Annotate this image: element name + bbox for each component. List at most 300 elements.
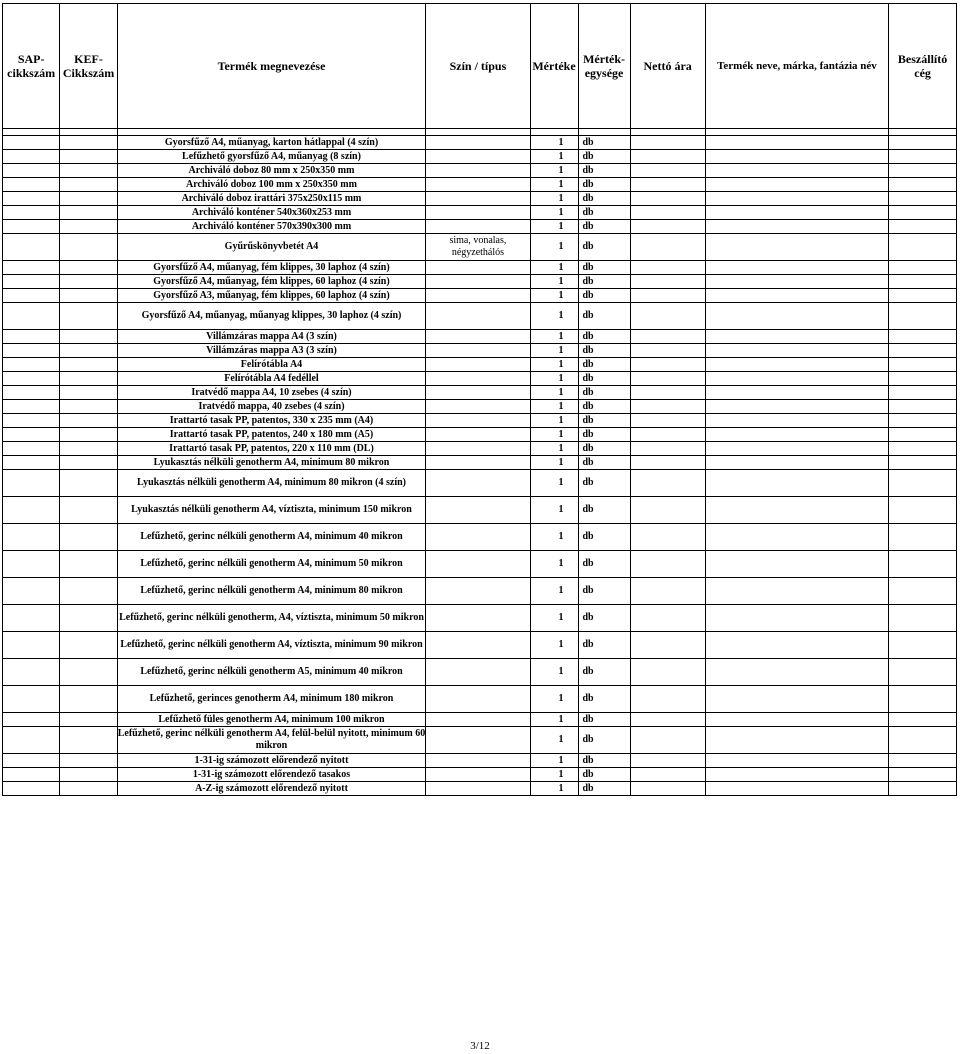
supplier-cell	[889, 456, 957, 470]
unit-cell: db	[578, 372, 630, 386]
brand-cell	[705, 524, 889, 551]
unit-cell: db	[578, 330, 630, 344]
net-price-cell	[630, 768, 705, 782]
table-row	[3, 344, 957, 358]
sap-cell	[3, 330, 60, 344]
sap-cell	[3, 713, 60, 727]
sap-cell	[3, 275, 60, 289]
color-cell	[426, 659, 530, 686]
kef-cell	[60, 727, 117, 754]
product-name-cell: Irattartó tasak PP, patentos, 330 x 235 mm (A4)	[117, 414, 426, 428]
table-row	[3, 386, 957, 400]
net-price-cell	[630, 414, 705, 428]
amount-cell: 1	[530, 497, 578, 524]
amount-cell: 1	[530, 275, 578, 289]
product-name-cell: Lefűzhető, gerinc nélküli genotherm, A4, víztiszta, minimum 50 mikron	[117, 605, 426, 632]
color-cell	[426, 386, 530, 400]
supplier-cell	[889, 727, 957, 754]
product-name-cell: Villámzáras mappa A3 (3 szín)	[117, 344, 426, 358]
unit-cell: db	[578, 150, 630, 164]
supplier-cell	[889, 234, 957, 261]
sap-cell	[3, 605, 60, 632]
unit-cell: db	[578, 686, 630, 713]
table-row	[3, 289, 957, 303]
product-name-cell: 1-31-ig számozott előrendező tasakos	[117, 768, 426, 782]
brand-cell	[705, 470, 889, 497]
sap-cell	[3, 456, 60, 470]
kef-cell	[60, 470, 117, 497]
brand-cell	[705, 289, 889, 303]
unit-cell: db	[578, 524, 630, 551]
product-name-cell: Iratvédő mappa, 40 zsebes (4 szín)	[117, 400, 426, 414]
amount-cell: 1	[530, 164, 578, 178]
brand-cell	[705, 659, 889, 686]
kef-cell	[60, 178, 117, 192]
unit-cell: db	[578, 768, 630, 782]
net-price-cell	[630, 754, 705, 768]
unit-cell: db	[578, 659, 630, 686]
color-cell	[426, 358, 530, 372]
table-row	[3, 372, 957, 386]
sap-cell	[3, 578, 60, 605]
unit-cell: db	[578, 470, 630, 497]
color-cell	[426, 150, 530, 164]
sap-cell	[3, 782, 60, 796]
kef-cell	[60, 372, 117, 386]
supplier-cell	[889, 782, 957, 796]
amount-cell: 1	[530, 234, 578, 261]
kef-cell	[60, 206, 117, 220]
amount-cell: 1	[530, 386, 578, 400]
brand-cell	[705, 344, 889, 358]
sap-cell	[3, 386, 60, 400]
net-price-cell	[630, 220, 705, 234]
color-cell	[426, 220, 530, 234]
product-name-cell: Archiváló konténer 570x390x300 mm	[117, 220, 426, 234]
kef-cell	[60, 442, 117, 456]
unit-cell: db	[578, 428, 630, 442]
supplier-cell	[889, 178, 957, 192]
unit-cell: db	[578, 206, 630, 220]
brand-cell	[705, 782, 889, 796]
supplier-cell	[889, 261, 957, 275]
product-name-cell: Lefűzhető, gerinces genotherm A4, minimum 180 mikron	[117, 686, 426, 713]
unit-cell: db	[578, 754, 630, 768]
kef-cell	[60, 275, 117, 289]
color-cell	[426, 768, 530, 782]
net-price-cell	[630, 524, 705, 551]
kef-cell	[60, 136, 117, 150]
supplier-cell	[889, 524, 957, 551]
amount-cell: 1	[530, 605, 578, 632]
unit-cell: db	[578, 605, 630, 632]
brand-cell	[705, 605, 889, 632]
unit-cell: db	[578, 782, 630, 796]
kef-cell	[60, 551, 117, 578]
color-cell	[426, 178, 530, 192]
brand-cell	[705, 358, 889, 372]
sap-cell	[3, 358, 60, 372]
kef-cell	[60, 754, 117, 768]
color-cell	[426, 428, 530, 442]
sap-cell	[3, 551, 60, 578]
product-name-cell: Gyorsfűző A3, műanyag, fém klippes, 60 laphoz (4 szín)	[117, 289, 426, 303]
table-row	[3, 659, 957, 686]
sap-cell	[3, 442, 60, 456]
unit-cell: db	[578, 344, 630, 358]
color-cell	[426, 275, 530, 289]
sap-cell	[3, 303, 60, 330]
table-row	[3, 428, 957, 442]
sap-cell	[3, 686, 60, 713]
header-product: Termék megnevezése	[117, 4, 426, 129]
table-row	[3, 178, 957, 192]
amount-cell: 1	[530, 686, 578, 713]
color-cell: sima, vonalas, négyzethálós	[426, 234, 530, 261]
table-row	[3, 456, 957, 470]
unit-cell: db	[578, 456, 630, 470]
color-cell	[426, 754, 530, 768]
product-name-cell: Lyukasztás nélküli genotherm A4, víztiszta, minimum 150 mikron	[117, 497, 426, 524]
net-price-cell	[630, 303, 705, 330]
supplier-cell	[889, 551, 957, 578]
table-row	[3, 442, 957, 456]
net-price-cell	[630, 164, 705, 178]
supplier-cell	[889, 275, 957, 289]
product-name-cell: Irattartó tasak PP, patentos, 220 x 110 mm (DL)	[117, 442, 426, 456]
brand-cell	[705, 632, 889, 659]
color-cell	[426, 456, 530, 470]
amount-cell: 1	[530, 782, 578, 796]
unit-cell: db	[578, 632, 630, 659]
table-row	[3, 206, 957, 220]
supplier-cell	[889, 192, 957, 206]
brand-cell	[705, 400, 889, 414]
net-price-cell	[630, 456, 705, 470]
unit-cell: db	[578, 386, 630, 400]
spacer-row	[3, 129, 957, 136]
supplier-cell	[889, 330, 957, 344]
color-cell	[426, 303, 530, 330]
supplier-cell	[889, 442, 957, 456]
net-price-cell	[630, 330, 705, 344]
table-row	[3, 150, 957, 164]
supplier-cell	[889, 470, 957, 497]
supplier-cell	[889, 578, 957, 605]
unit-cell: db	[578, 234, 630, 261]
table-row	[3, 754, 957, 768]
kef-cell	[60, 261, 117, 275]
amount-cell: 1	[530, 400, 578, 414]
net-price-cell	[630, 136, 705, 150]
color-cell	[426, 605, 530, 632]
product-name-cell: Lyukasztás nélküli genotherm A4, minimum 80 mikron (4 szín)	[117, 470, 426, 497]
sap-cell	[3, 192, 60, 206]
amount-cell: 1	[530, 551, 578, 578]
amount-cell: 1	[530, 428, 578, 442]
color-cell	[426, 192, 530, 206]
table-row	[3, 632, 957, 659]
kef-cell	[60, 524, 117, 551]
net-price-cell	[630, 150, 705, 164]
brand-cell	[705, 768, 889, 782]
amount-cell: 1	[530, 206, 578, 220]
table-row	[3, 497, 957, 524]
table-row	[3, 713, 957, 727]
table-row	[3, 261, 957, 275]
kef-cell	[60, 414, 117, 428]
brand-cell	[705, 414, 889, 428]
brand-cell	[705, 164, 889, 178]
table-row	[3, 303, 957, 330]
color-cell	[426, 782, 530, 796]
amount-cell: 1	[530, 136, 578, 150]
color-cell	[426, 497, 530, 524]
table-body	[3, 136, 957, 796]
sap-cell	[3, 659, 60, 686]
kef-cell	[60, 303, 117, 330]
amount-cell: 1	[530, 303, 578, 330]
brand-cell	[705, 727, 889, 754]
color-cell	[426, 442, 530, 456]
unit-cell: db	[578, 497, 630, 524]
kef-cell	[60, 497, 117, 524]
sap-cell	[3, 289, 60, 303]
supplier-cell	[889, 659, 957, 686]
kef-cell	[60, 659, 117, 686]
table-row	[3, 358, 957, 372]
sap-cell	[3, 727, 60, 754]
sap-cell	[3, 428, 60, 442]
sap-cell	[3, 344, 60, 358]
product-name-cell: 1-31-ig számozott előrendező nyitott	[117, 754, 426, 768]
table-row	[3, 551, 957, 578]
supplier-cell	[889, 289, 957, 303]
supplier-cell	[889, 497, 957, 524]
unit-cell: db	[578, 178, 630, 192]
product-name-cell: Felírótábla A4	[117, 358, 426, 372]
unit-cell: db	[578, 727, 630, 754]
net-price-cell	[630, 686, 705, 713]
brand-cell	[705, 456, 889, 470]
product-name-cell: Lefűzhető, gerinc nélküli genotherm A4, minimum 80 mikron	[117, 578, 426, 605]
net-price-cell	[630, 659, 705, 686]
amount-cell: 1	[530, 344, 578, 358]
product-name-cell: Lefűzhető füles genotherm A4, minimum 100 mikron	[117, 713, 426, 727]
color-cell	[426, 261, 530, 275]
kef-cell	[60, 578, 117, 605]
unit-cell: db	[578, 192, 630, 206]
sap-cell	[3, 414, 60, 428]
amount-cell: 1	[530, 150, 578, 164]
kef-cell	[60, 330, 117, 344]
supplier-cell	[889, 344, 957, 358]
amount-cell: 1	[530, 754, 578, 768]
brand-cell	[705, 428, 889, 442]
amount-cell: 1	[530, 713, 578, 727]
table-row	[3, 275, 957, 289]
product-table	[2, 3, 957, 796]
net-price-cell	[630, 261, 705, 275]
color-cell	[426, 551, 530, 578]
brand-cell	[705, 178, 889, 192]
header-sap: SAP-cikkszám	[3, 4, 60, 129]
net-price-cell	[630, 289, 705, 303]
product-name-cell: A-Z-ig számozott előrendező nyitott	[117, 782, 426, 796]
kef-cell	[60, 386, 117, 400]
product-name-cell: Lefűzhető, gerinc nélküli genotherm A4, minimum 50 mikron	[117, 551, 426, 578]
table-row	[3, 164, 957, 178]
supplier-cell	[889, 358, 957, 372]
amount-cell: 1	[530, 372, 578, 386]
unit-cell: db	[578, 275, 630, 289]
color-cell	[426, 686, 530, 713]
product-name-cell: Archiváló doboz irattári 375x250x115 mm	[117, 192, 426, 206]
amount-cell: 1	[530, 330, 578, 344]
amount-cell: 1	[530, 578, 578, 605]
brand-cell	[705, 206, 889, 220]
sap-cell	[3, 400, 60, 414]
product-name-cell: Gyorsfűző A4, műanyag, fém klippes, 60 laphoz (4 szín)	[117, 275, 426, 289]
supplier-cell	[889, 686, 957, 713]
table-row	[3, 524, 957, 551]
kef-cell	[60, 605, 117, 632]
color-cell	[426, 136, 530, 150]
supplier-cell	[889, 754, 957, 768]
product-name-cell: Gyorsfűző A4, műanyag, műanyag klippes, 30 laphoz (4 szín)	[117, 303, 426, 330]
brand-cell	[705, 192, 889, 206]
unit-cell: db	[578, 303, 630, 330]
color-cell	[426, 330, 530, 344]
kef-cell	[60, 150, 117, 164]
net-price-cell	[630, 192, 705, 206]
color-cell	[426, 470, 530, 497]
brand-cell	[705, 497, 889, 524]
supplier-cell	[889, 768, 957, 782]
net-price-cell	[630, 782, 705, 796]
supplier-cell	[889, 164, 957, 178]
product-name-cell: Lefűzhető, gerinc nélküli genotherm A5, minimum 40 mikron	[117, 659, 426, 686]
kef-cell	[60, 428, 117, 442]
net-price-cell	[630, 386, 705, 400]
color-cell	[426, 632, 530, 659]
sap-cell	[3, 470, 60, 497]
table-row	[3, 768, 957, 782]
brand-cell	[705, 713, 889, 727]
unit-cell: db	[578, 358, 630, 372]
product-name-cell: Archiváló doboz 80 mm x 250x350 mm	[117, 164, 426, 178]
product-name-cell: Villámzáras mappa A4 (3 szín)	[117, 330, 426, 344]
unit-cell: db	[578, 136, 630, 150]
product-name-cell: Lefűzhető gyorsfűző A4, műanyag (8 szín)	[117, 150, 426, 164]
kef-cell	[60, 768, 117, 782]
amount-cell: 1	[530, 632, 578, 659]
color-cell	[426, 164, 530, 178]
amount-cell: 1	[530, 470, 578, 497]
supplier-cell	[889, 150, 957, 164]
color-cell	[426, 206, 530, 220]
amount-cell: 1	[530, 192, 578, 206]
table-row	[3, 330, 957, 344]
sap-cell	[3, 497, 60, 524]
sap-cell	[3, 234, 60, 261]
supplier-cell	[889, 206, 957, 220]
product-name-cell: Iratvédő mappa A4, 10 zsebes (4 szín)	[117, 386, 426, 400]
header-brand: Termék neve, márka, fantázia név	[705, 4, 889, 129]
product-name-cell: Lyukasztás nélküli genotherm A4, minimum 80 mikron	[117, 456, 426, 470]
sap-cell	[3, 206, 60, 220]
amount-cell: 1	[530, 456, 578, 470]
header-color: Szín / típus	[426, 4, 530, 129]
table-row	[3, 136, 957, 150]
brand-cell	[705, 234, 889, 261]
amount-cell: 1	[530, 768, 578, 782]
net-price-cell	[630, 206, 705, 220]
amount-cell: 1	[530, 442, 578, 456]
header-net-price: Nettó ára	[630, 4, 705, 129]
kef-cell	[60, 456, 117, 470]
brand-cell	[705, 220, 889, 234]
unit-cell: db	[578, 414, 630, 428]
net-price-cell	[630, 428, 705, 442]
brand-cell	[705, 551, 889, 578]
header-supplier: Beszállító cég	[889, 4, 957, 129]
sap-cell	[3, 150, 60, 164]
color-cell	[426, 578, 530, 605]
unit-cell: db	[578, 164, 630, 178]
supplier-cell	[889, 713, 957, 727]
amount-cell: 1	[530, 524, 578, 551]
net-price-cell	[630, 632, 705, 659]
unit-cell: db	[578, 578, 630, 605]
color-cell	[426, 727, 530, 754]
brand-cell	[705, 372, 889, 386]
kef-cell	[60, 234, 117, 261]
net-price-cell	[630, 178, 705, 192]
net-price-cell	[630, 713, 705, 727]
product-name-cell: Gyorsfűző A4, műanyag, fém klippes, 30 laphoz (4 szín)	[117, 261, 426, 275]
kef-cell	[60, 192, 117, 206]
net-price-cell	[630, 551, 705, 578]
table-row	[3, 192, 957, 206]
product-name-cell: Lefűzhető, gerinc nélküli genotherm A4, felül-belül nyitott, minimum 60 mikron	[117, 727, 426, 754]
header-amount: Mértéke	[530, 4, 578, 129]
brand-cell	[705, 754, 889, 768]
product-name-cell: Gyorsfűző A4, műanyag, karton hátlappal (4 szín)	[117, 136, 426, 150]
supplier-cell	[889, 605, 957, 632]
amount-cell: 1	[530, 261, 578, 275]
table-row	[3, 470, 957, 497]
table-row	[3, 727, 957, 754]
sap-cell	[3, 372, 60, 386]
net-price-cell	[630, 344, 705, 358]
net-price-cell	[630, 578, 705, 605]
page-number: 3/12	[470, 1040, 490, 1052]
color-cell	[426, 344, 530, 358]
table-row	[3, 686, 957, 713]
sap-cell	[3, 136, 60, 150]
unit-cell: db	[578, 713, 630, 727]
amount-cell: 1	[530, 659, 578, 686]
color-cell	[426, 713, 530, 727]
brand-cell	[705, 150, 889, 164]
sap-cell	[3, 178, 60, 192]
sap-cell	[3, 632, 60, 659]
sap-cell	[3, 220, 60, 234]
kef-cell	[60, 632, 117, 659]
product-name-cell: Lefűzhető, gerinc nélküli genotherm A4, minimum 40 mikron	[117, 524, 426, 551]
net-price-cell	[630, 358, 705, 372]
